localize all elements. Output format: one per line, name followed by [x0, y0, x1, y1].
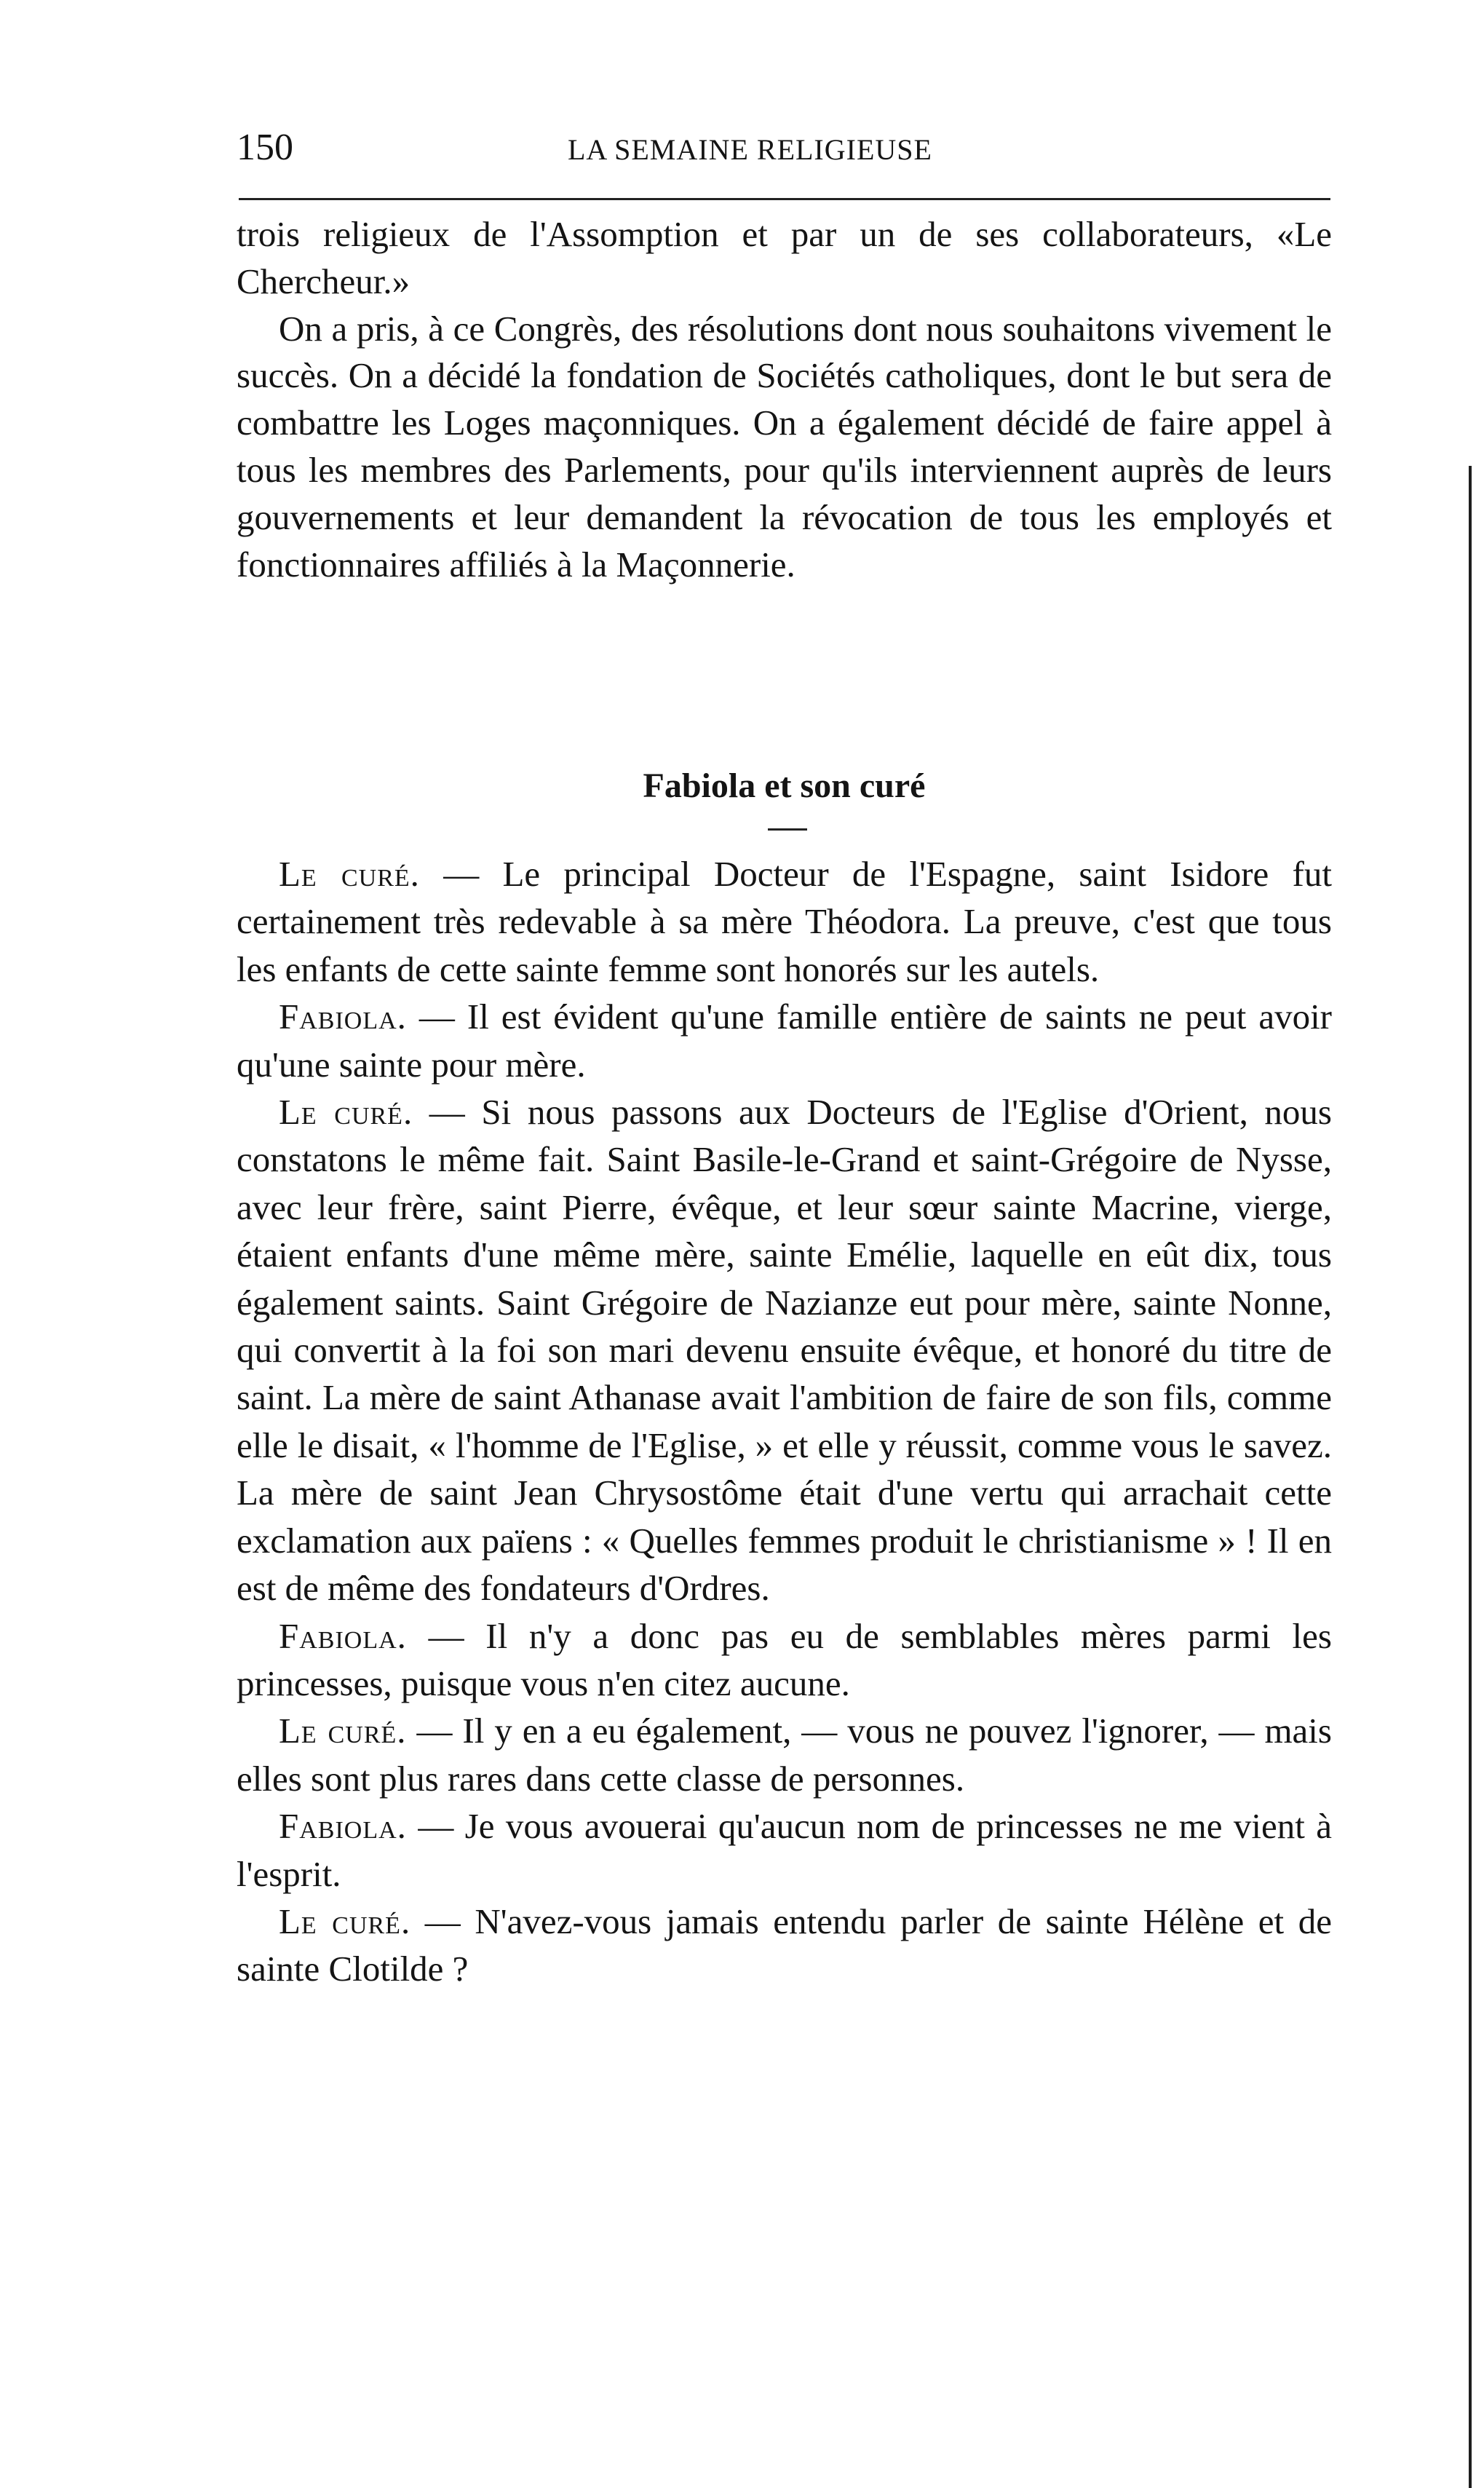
dialogue-text: — Le principal Docteur de l'Espagne, saint Isidore fut certainement très redevable à sa mère Théodora. La preuve, c'est que tous les enfants de cette sainte femme sont honorés sur les autels.	[237, 854, 1332, 989]
intro-text	[237, 211, 1332, 588]
speaker-name: Fabiola.	[279, 1615, 407, 1656]
speaker-name: Le curé.	[279, 1092, 413, 1133]
speaker-name: Le curé.	[279, 854, 420, 894]
page-number: 150	[237, 127, 293, 168]
page-edge-line	[1469, 466, 1472, 2488]
dialogue-line	[237, 1802, 1332, 1898]
running-head	[237, 122, 1332, 181]
dialogue-line	[237, 1088, 1332, 1612]
section-title: Fabiola et son curé	[643, 766, 926, 805]
dialogue-text: — Il est évident qu'une famille entière de saints ne peut avoir qu'une sainte pour mère.	[237, 997, 1332, 1085]
dialogue-line	[237, 1707, 1332, 1802]
dialogue-line	[237, 1898, 1332, 1993]
dialogue	[237, 850, 1332, 1993]
title-rule	[768, 828, 807, 831]
dialogue-text: — Il n'y a donc pas eu de semblables mères parmi les princesses, puisque vous n'en citez aucune.	[237, 1615, 1332, 1703]
dialogue-line	[237, 993, 1332, 1088]
speaker-name: Fabiola.	[279, 997, 407, 1037]
speaker-name: Fabiola.	[279, 1806, 407, 1847]
continuation-paragraph: trois religieux de l'Assomption et par un de ses collaborateurs, «Le Chercheur.»	[237, 214, 1332, 301]
speaker-name: Le curé.	[279, 1711, 407, 1751]
header-rule	[239, 198, 1330, 200]
journal-title: LA SEMAINE RELIGIEUSE	[568, 133, 932, 166]
dialogue-text: — Je vous avouerai qu'aucun nom de princesses ne me vient à l'esprit.	[237, 1806, 1332, 1894]
dialogue-text: — Si nous passons aux Docteurs de l'Eglise d'Orient, nous constatons le même fait. Saint Basile-le-Grand et saint-Grégoire de Nysse, avec leur frère, saint Pierre, évêque, et leur sœur sainte Macrine, vierge, étaient enfants d'une même mère, sainte Emélie, laquelle en eût dix, tous également saints. Saint Grégoire de Nazianze eut pour mère, sainte Nonne, qui convertit à la foi son mari devenu ensuite évêque, et honoré du titre de saint. La mère de saint Athanase avait l'ambition de faire de son fils, comme elle le disait, « l'homme de l'Eglise, » et elle y réussit, comme vous le savez. La mère de saint Jean Chrysostôme était d'une vertu qui arrachait cette exclamation aux païens : « Quelles femmes produit le christianisme » ! Il en est de même des fondateurs d'Ordres.	[237, 1092, 1333, 1609]
dialogue-line	[237, 850, 1332, 993]
speaker-name: Le curé.	[279, 1901, 411, 1941]
dialogue-line	[237, 1612, 1332, 1708]
dialogue-text: — N'avez-vous jamais entendu parler de sainte Hélène et de sainte Clotilde ?	[237, 1901, 1332, 1989]
dialogue-text: — Il y en a eu également, — vous ne pouvez l'ignorer, — mais elles sont plus rares dans cette classe de personnes.	[237, 1711, 1332, 1799]
congress-paragraph: On a pris, à ce Congrès, des résolutions dont nous souhaitons vivement le succès. On a décidé la fondation de Sociétés catholiques, dont le but sera de combattre les Loges maçonniques. On a également décidé de faire appel à tous les membres des Parlements, pour qu'ils interviennent auprès de leurs gouvernements et leur demandent la révocation de tous les employés et fonctionnaires affiliés à la Maçonnerie.	[237, 308, 1332, 585]
